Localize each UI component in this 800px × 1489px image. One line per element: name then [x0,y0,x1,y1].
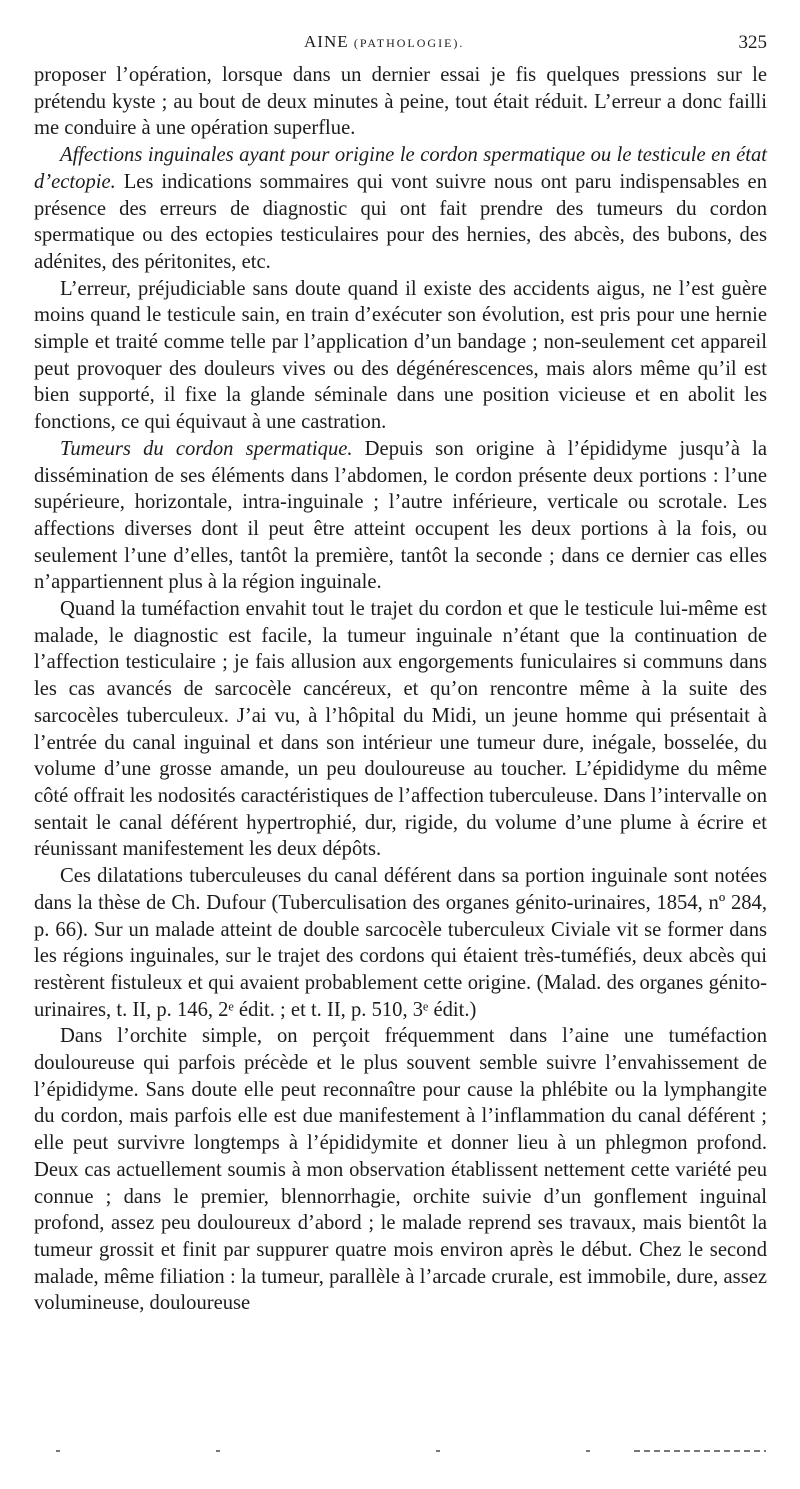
body-text [34,62,767,1317]
paragraph [34,142,767,276]
page-bottom-marks [56,1450,766,1454]
section-heading: Tumeurs du cordon spermatique. [60,437,353,460]
paragraph-text: Les indications sommaires qui vont suivre nous ont paru indispensables en présence des erreurs de diagnostic qui ont fait prendre des tumeurs du cordon spermatique ou des ectopies testiculaires pour des hernies, des abcès, des bubons, des adénites, des péritonites, etc. [34,170,767,273]
paragraph [34,276,767,436]
running-title-sub: (PATHOLOGIE). [353,36,465,50]
paragraph [34,436,767,596]
paragraph [34,62,767,142]
paragraph-text: Depuis son origine à l’épididyme jusqu’à la dissémination de ses éléments dans l’abdomen, le cordon présente deux portions : l’une supérieure, horizontale, intra-inguinale ; l’autre inférieure, verticale ou scrotale. Les affections diverses dont il peut être atteint occupent les deux portions à la fois, ou seulement l’une d’elles, tantôt la première, tantôt la seconde ; dans ce dernier cas elles n’appartiennent plus à la région inguinale. [34,437,767,594]
paragraph [34,596,767,863]
running-title [304,32,464,52]
paragraph-text: Ces dilatations tuberculeuses du canal déférent dans sa portion inguinale sont notées dans la thèse de Ch. Dufour (Tuberculisation des organes génito-urinaires, 1854, nº 284, p. 66). Sur un malade atteint de double sarcocèle tuberculeux Civiale vit se former dans les régions inguinales, sur le trajet des cordons qui étaient très-tuméfiés, deux abcès qui restèrent fistuleux et qui avaient probablement cette origine. (Malad. des organes génito-urinaires, t. II, p. 146, 2ᵉ édit. ; et t. II, p. 510, 3ᵉ édit.) [34,865,767,1021]
section-heading: Affections inguinales ayant pour origine le cordon spermatique ou le testicule en état d’ectopie. [34,144,767,193]
paragraph-text: proposer l’opération, lorsque dans un dernier essai je fis quelques pressions sur le prétendu kyste ; au bout de deux minutes à peine, tout était réduit. L’erreur a donc failli me conduire à une opération superflue. [34,64,767,140]
paragraph [34,1023,767,1317]
document-page [34,30,767,1317]
running-title-main: AINE [304,32,349,51]
page-number: 325 [738,32,767,53]
paragraph [34,863,767,1023]
paragraph-text: Dans l’orchite simple, on perçoit fréquemment dans l’aine une tuméfaction douloureuse qui parfois précède et le plus souvent semble suivre l’envahissement de l’épididyme. Sans doute elle peut reconnaître pour cause la phlébite ou la lymphangite du cordon, mais parfois elle est due manifestement à l’inflammation du canal déférent ; elle peut survivre longtemps à l’épididymite et donner lieu à un phlegmon profond. Deux cas actuellement soumis à mon observation établissent nettement cette variété peu connue ; dans le premier, blennorrhagie, orchite suivie d’un gonflement inguinal profond, assez peu douloureux d’abord ; le malade reprend ses travaux, mais bientôt la tumeur grossit et finit par suppurer quatre mois environ après le début. Chez le second malade, même filiation : la tumeur, parallèle à l’arcade crurale, est immobile, dure, assez volumineuse, douloureuse [34,1025,767,1315]
paragraph-text: L’erreur, préjudiciable sans doute quand il existe des accidents aigus, ne l’est guère moins quand le testicule sain, en train d’exécuter son évolution, est pris pour une hernie simple et traité comme telle par l’application d’un bandage ; non-seulement cet appareil peut provoquer des douleurs vives ou des dégénérescences, mais alors même qu’il est bien supporté, il fixe la glande séminale dans une position vicieuse et en abolit les fonctions, ce qui équivaut à une castration. [34,277,767,434]
paragraph-text: Quand la tuméfaction envahit tout le trajet du cordon et que le testicule lui-même est malade, le diagnostic est facile, la tumeur inguinale n’étant que la continuation de l’affection testiculaire ; je fais allusion aux engorgements funiculaires si communs dans les cas avancés de sarcocèle cancéreux, et qu’on rencontre même à la suite des sarcocèles tuberculeux. J’ai vu, à l’hôpital du Midi, un jeune homme qui présentait à l’entrée du canal inguinal et dans son intérieur une tumeur dure, inégale, bosselée, du volume d’une grosse amande, un peu douloureuse au toucher. L’épididyme du même côté offrait les nodosités caractéristiques de l’affection tuberculeuse. Dans l’intervalle on sentait le canal déférent hypertrophié, dur, rigide, du volume d’une plume à écrire et réunissant manifestement les deux dépôts. [34,598,767,861]
running-header [34,30,767,60]
